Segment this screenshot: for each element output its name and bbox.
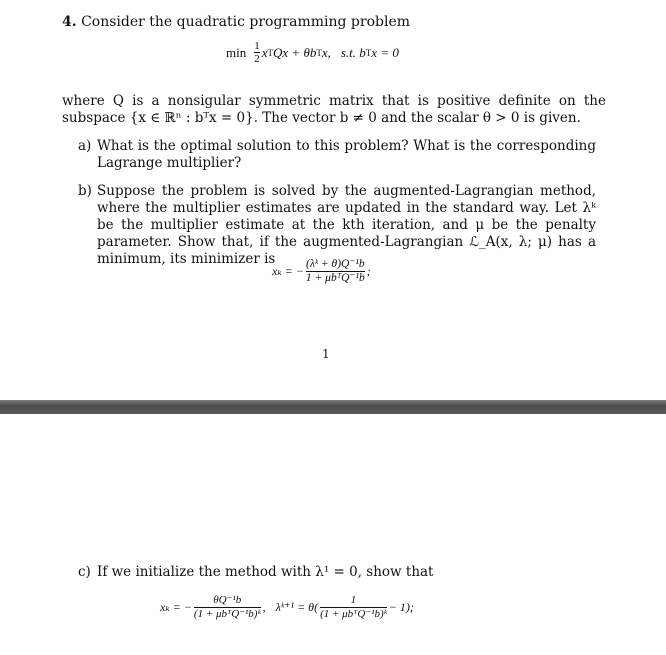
c-lambda: λᵏ⁺¹ = θ( [275,600,319,614]
c-denominator-1: (1 + μbᵀQ⁻¹b)ᵏ [193,608,261,620]
c-numerator-1: θQ⁻¹b [213,594,242,606]
min-label: min [226,44,247,60]
part-a-text: What is the optimal solution to this problem? What is the corresponding Lagrange multiplier? [97,138,596,171]
c-fraction-2 [320,594,387,621]
c-numerator-2: 1 [350,594,357,606]
part-b-label: b) [78,183,92,199]
objective-x: x [261,44,268,60]
part-a-label: a) [78,138,92,154]
xk-denominator: 1 + μbᵀQ⁻¹b [305,272,365,284]
where-paragraph: where Q is a nonsigular symmetric matrix that is positive definite on the subspace {x ∈ ℝⁿ : bᵀx = 0}. The vector b ≠ 0 and the scalar θ > 0 is given. [62,93,606,126]
c-fraction-1 [194,594,261,621]
part-b-text: Suppose the problem is solved by the augmented-Lagrangian method, where the multiplier estimates are updated in the standard way. Let λᵏ be the multiplier estimate at the kth iteration, and μ be the penalty parameter. Show that, if the augmented-Lagrangian ℒ_A(x, λ; μ) has a minimum, its minimizer is [97,183,596,267]
page-divider [0,400,666,414]
page-2 [0,414,666,655]
constraint-rest: x = 0 [371,44,399,60]
c-denominator-2: (1 + μbᵀQ⁻¹b)ᵏ [320,608,387,620]
constraint-text: s.t. b [340,44,366,60]
xk-numerator: (λᵏ + θ)Q⁻¹b [306,258,365,270]
objective-equation: min $\frac{1}{2}$ x T Qx + θb T x, s.t. b T x = 0 [226,40,399,65]
problem-heading-text: Consider the quadratic programming problem [81,14,411,30]
problem-heading [62,14,410,30]
c-lhs: xₖ = − [160,600,192,614]
part-c-label: c) [78,564,91,580]
xk-end: ; [366,264,371,278]
c-separator: , [262,600,266,614]
problem-number: 4. [62,14,77,30]
half-den: 2 [254,53,260,65]
half-num: 1 [254,40,260,52]
part-c [78,564,596,581]
part-a [78,138,596,172]
part-c-equation [160,594,414,621]
part-b [78,183,596,268]
part-c-text: If we initialize the method with λ¹ = 0, show that [97,564,434,580]
c-end: − 1); [388,600,414,614]
page-number: 1 [322,347,330,361]
xk-lhs: xₖ = − [272,264,304,278]
xk-fraction [306,258,365,285]
half-fraction [254,40,260,65]
minimizer-equation [272,258,371,285]
